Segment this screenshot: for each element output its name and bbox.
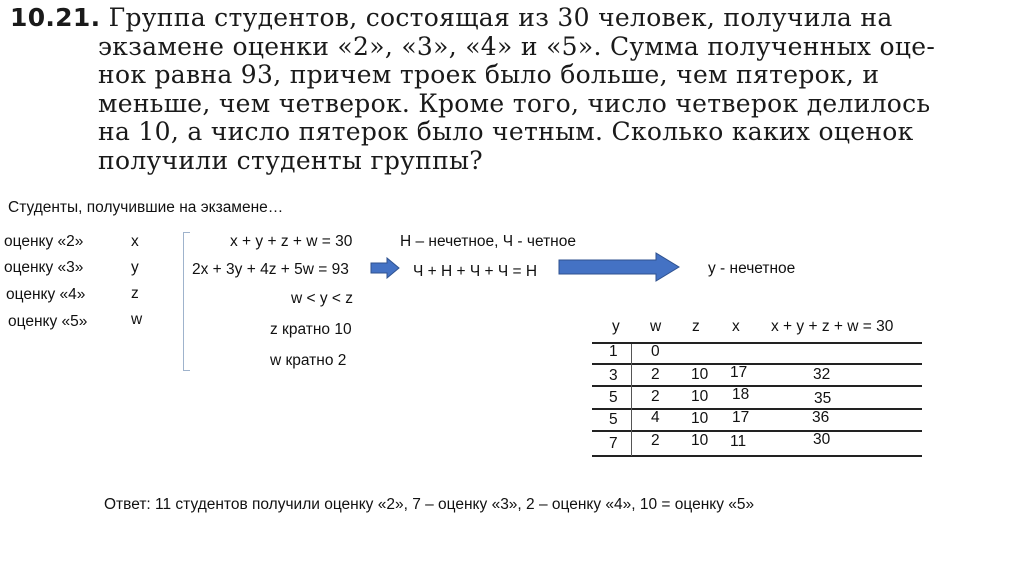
- condition-w: w кратно 2: [270, 352, 347, 369]
- parity-equation: Ч + Н + Ч + Ч = Н: [413, 263, 538, 280]
- parity-legend: Н – нечетное, Ч - четное: [400, 233, 576, 250]
- table-cell: 3: [609, 367, 618, 384]
- table-cell: 10: [691, 366, 709, 383]
- table-cell: 7: [609, 435, 618, 452]
- table-rule: [592, 363, 922, 365]
- arrow-right-icon: [370, 257, 400, 279]
- problem-line-2: экзамене оценки «2», «3», «4» и «5». Сумма полученных оце-: [98, 31, 936, 61]
- grade-label-4: оценку «4»: [6, 286, 86, 303]
- grade-var-w: w: [131, 311, 143, 328]
- table-cell: 4: [651, 409, 660, 426]
- arrow-right-icon: [558, 252, 681, 282]
- table-cell: 5: [609, 389, 618, 406]
- grade-var-x: x: [131, 233, 139, 250]
- table-header-x: x: [732, 318, 740, 335]
- problem-line-4: меньше, чем четверок. Кроме того, число четверок делилось: [98, 88, 931, 118]
- table-cell: 5: [609, 411, 618, 428]
- table-cell: 36: [812, 409, 830, 426]
- inequality: w < y < z: [291, 290, 354, 307]
- table-header-w: w: [650, 318, 662, 335]
- equation-sum: 2x + 3y + 4z + 5w = 93: [192, 261, 349, 278]
- grade-label-2: оценку «2»: [4, 233, 84, 250]
- table-header-sum: x + y + z + w = 30: [771, 318, 894, 335]
- table-rule: [592, 455, 922, 457]
- problem-statement: [10, 4, 1010, 175]
- table-cell: 11: [730, 433, 747, 450]
- grade-label-5: оценку «5»: [8, 313, 88, 330]
- intro-text: Студенты, получившие на экзамене…: [8, 199, 284, 216]
- table-cell: 0: [651, 343, 660, 360]
- table-cell: 17: [732, 409, 750, 426]
- table-cell: 32: [813, 366, 831, 383]
- grade-var-z: z: [131, 285, 139, 302]
- problem-line-3: нок равна 93, причем троек было больше, чем пятерок, и: [98, 60, 880, 89]
- table-rule: [592, 408, 922, 410]
- answer-text: Ответ: 11 студентов получили оценку «2», 7 – оценку «3», 2 – оценку «4», 10 = оценку «5»: [104, 496, 755, 513]
- table-cell: 10: [691, 432, 709, 449]
- grade-var-y: y: [131, 259, 139, 276]
- problem-line-1: [10, 4, 1010, 33]
- table-cell: 2: [651, 432, 660, 449]
- table-cell: 18: [732, 386, 750, 403]
- table-divider: [631, 344, 632, 456]
- table-cell: 35: [814, 390, 832, 407]
- problem-number: 10.21.: [10, 3, 101, 32]
- grade-label-3: оценку «3»: [4, 259, 84, 276]
- table-cell: 1: [609, 343, 618, 360]
- system-brace: [183, 232, 190, 371]
- table-rule: [592, 342, 922, 344]
- table-header-z: z: [692, 318, 700, 335]
- parity-result: y - нечетное: [708, 260, 796, 277]
- table-header-y: y: [612, 318, 620, 335]
- condition-z: z кратно 10: [270, 321, 352, 338]
- table-cell: 2: [651, 388, 660, 405]
- table-rule: [592, 430, 922, 432]
- equation-count: x + y + z + w = 30: [230, 233, 353, 250]
- problem-line-5: на 10, а число пятерок было четным. Сколько каких оценок: [98, 117, 914, 146]
- problem-text-1: Группа студентов, состоящая из 30 человек, получила на: [108, 3, 893, 32]
- table-cell: 10: [691, 388, 709, 405]
- table-cell: 17: [730, 364, 748, 381]
- table-rule: [592, 385, 922, 387]
- table-cell: 2: [651, 366, 660, 383]
- table-cell: 30: [813, 431, 831, 448]
- problem-line-6: получили студенты группы?: [98, 145, 483, 175]
- table-cell: 10: [691, 410, 709, 427]
